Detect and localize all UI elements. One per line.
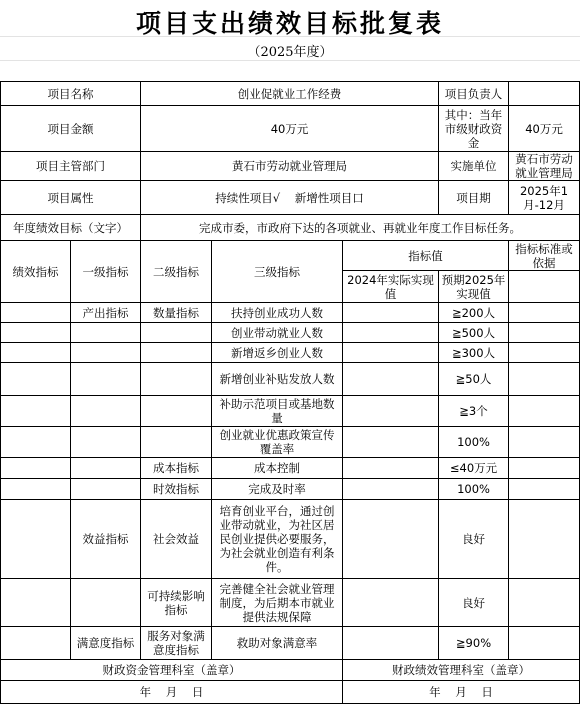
performance-office-date: 年 月 日 <box>343 681 580 704</box>
basis-cell <box>509 427 580 458</box>
performance-office-seal: 财政绩效管理科室（盖章） <box>343 660 580 681</box>
basis-cell <box>509 579 580 627</box>
level2-cell <box>141 427 212 458</box>
level1-cell <box>71 343 141 363</box>
level3-cell: 完善健全社会就业管理制度，为后期本市就业提供法规保障 <box>212 579 343 627</box>
perf-cell <box>1 396 71 427</box>
level2-cell <box>141 323 212 343</box>
level2-cell <box>141 363 212 396</box>
level2-cell <box>141 396 212 427</box>
level3-cell: 新增返乡创业人数 <box>212 343 343 363</box>
owner-value <box>509 82 580 106</box>
perf-cell <box>1 479 71 500</box>
level1-cell: 满意度指标 <box>71 627 141 660</box>
project-name-value: 创业促就业工作经费 <box>141 82 439 106</box>
basis-cell <box>509 627 580 660</box>
actual-cell <box>343 458 439 479</box>
level1-cell <box>71 396 141 427</box>
goal-label: 年度绩效目标（文字） <box>1 215 141 241</box>
level1-cell: 产出指标 <box>71 303 141 323</box>
basis-cell <box>509 396 580 427</box>
basis-cell <box>509 323 580 343</box>
expected-cell: ≤40万元 <box>439 458 509 479</box>
page-title: 项目支出绩效目标批复表 <box>135 9 444 38</box>
actual-cell <box>343 363 439 396</box>
basis-cell <box>509 343 580 363</box>
actual-cell <box>343 303 439 323</box>
basis-cell <box>509 500 580 579</box>
level3-cell: 补助示范项目或基地数量 <box>212 396 343 427</box>
perf-cell <box>1 427 71 458</box>
expected-cell: 良好 <box>439 500 509 579</box>
dept-label: 项目主管部门 <box>1 152 141 181</box>
goal-value: 完成市委，市政府下达的各项就业、再就业年度工作目标任务。 <box>141 215 580 241</box>
attr-value: 持续性项目√ 新增性项目口 <box>141 181 439 215</box>
level3-header: 三级指标 <box>212 241 343 303</box>
level2-cell <box>141 343 212 363</box>
level3-cell: 成本控制 <box>212 458 343 479</box>
actual-2024-header: 2024年实际实现值 <box>343 271 439 303</box>
actual-cell <box>343 479 439 500</box>
level2-cell: 时效指标 <box>141 479 212 500</box>
level3-cell: 救助对象满意率 <box>212 627 343 660</box>
attr-label: 项目属性 <box>1 181 141 215</box>
level3-cell: 创业带动就业人数 <box>212 323 343 343</box>
finance-office-seal: 财政资金管理科室（盖章） <box>1 660 343 681</box>
expected-cell: ≧50人 <box>439 363 509 396</box>
level1-cell <box>71 363 141 396</box>
impl-label: 实施单位 <box>439 152 509 181</box>
level2-cell: 可持续影响指标 <box>141 579 212 627</box>
impl-value: 黄石市劳动就业管理局 <box>509 152 580 181</box>
expected-cell: ≧3个 <box>439 396 509 427</box>
expected-cell: 100% <box>439 479 509 500</box>
perf-cell <box>1 363 71 396</box>
perf-cell <box>1 579 71 627</box>
basis-cell <box>509 458 580 479</box>
basis-header: 指标标准或依据 <box>509 241 580 271</box>
level2-cell: 成本指标 <box>141 458 212 479</box>
level3-cell: 扶持创业成功人数 <box>212 303 343 323</box>
expected-cell: ≧200人 <box>439 303 509 323</box>
perf-cell <box>1 343 71 363</box>
expected-cell: 100% <box>439 427 509 458</box>
divider <box>0 36 580 37</box>
expected-cell: 良好 <box>439 579 509 627</box>
level1-cell <box>71 323 141 343</box>
owner-label: 项目负责人 <box>439 82 509 106</box>
expected-cell: ≧500人 <box>439 323 509 343</box>
level3-cell: 新增创业补贴发放人数 <box>212 363 343 396</box>
period-label: 项目期 <box>439 181 509 215</box>
fund-label: 其中：当年市级财政资金 <box>439 106 509 152</box>
perf-cell <box>1 458 71 479</box>
expected-cell: ≧300人 <box>439 343 509 363</box>
amount-value: 40万元 <box>141 106 439 152</box>
value-header: 指标值 <box>343 241 509 271</box>
actual-cell <box>343 579 439 627</box>
expected-cell: ≧90% <box>439 627 509 660</box>
expected-2025-header: 预期2025年实现值 <box>439 271 509 303</box>
basis-cell <box>509 271 580 303</box>
basis-cell <box>509 303 580 323</box>
level1-cell: 效益指标 <box>71 500 141 579</box>
perf-cell <box>1 303 71 323</box>
amount-label: 项目金额 <box>1 106 141 152</box>
divider <box>0 60 580 61</box>
level1-cell <box>71 579 141 627</box>
level1-cell <box>71 427 141 458</box>
level1-cell <box>71 479 141 500</box>
level1-cell <box>71 458 141 479</box>
perf-cell <box>1 323 71 343</box>
period-value: 2025年1月-12月 <box>509 181 580 215</box>
actual-cell <box>343 427 439 458</box>
approval-table <box>0 81 580 704</box>
actual-cell <box>343 396 439 427</box>
actual-cell <box>343 323 439 343</box>
perf-cell <box>1 500 71 579</box>
perf-cell <box>1 627 71 660</box>
level2-cell: 服务对象满意度指标 <box>141 627 212 660</box>
year-label: （2025年度） <box>247 45 333 60</box>
basis-cell <box>509 479 580 500</box>
level2-cell: 数量指标 <box>141 303 212 323</box>
level2-cell: 社会效益 <box>141 500 212 579</box>
actual-cell <box>343 343 439 363</box>
level2-header: 二级指标 <box>141 241 212 303</box>
perf-header: 绩效指标 <box>1 241 71 303</box>
level3-cell: 创业就业优惠政策宣传覆盖率 <box>212 427 343 458</box>
level3-cell: 完成及时率 <box>212 479 343 500</box>
fund-value: 40万元 <box>509 106 580 152</box>
actual-cell <box>343 627 439 660</box>
level1-header: 一级指标 <box>71 241 141 303</box>
basis-cell <box>509 363 580 396</box>
finance-office-date: 年 月 日 <box>1 681 343 704</box>
level3-cell: 培育创业平台，通过创业带动就业，为社区居民创业提供必要服务，为社会就业创造有利条件。 <box>212 500 343 579</box>
dept-value: 黄石市劳动就业管理局 <box>141 152 439 181</box>
project-name-label: 项目名称 <box>1 82 141 106</box>
actual-cell <box>343 500 439 579</box>
